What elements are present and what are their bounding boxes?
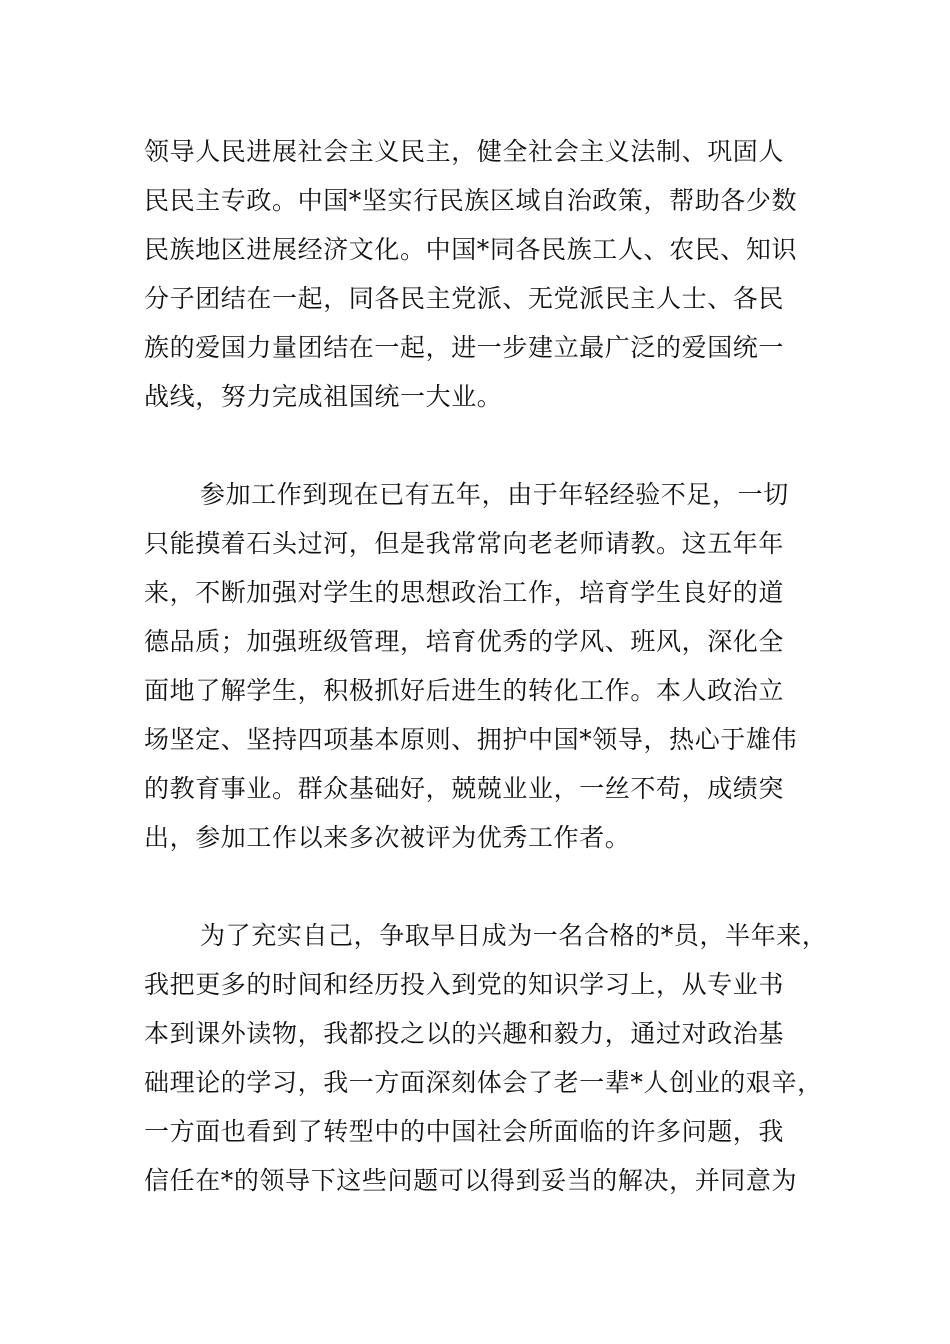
text-line: 出，参加工作以来多次被评为优秀工作者。	[144, 823, 631, 852]
text-line: 民族地区进展经济文化。中国*同各民族工人、农民、知识	[144, 235, 798, 264]
text-line: 德品质；加强班级管理，培育优秀的学风、班风，深化全	[144, 627, 785, 656]
text-line: 分子团结在一起，同各民主党派、无党派民主人士、各民	[144, 284, 785, 313]
text-line: 本到课外读物，我都投之以的兴趣和毅力，通过对政治基	[144, 1019, 785, 1048]
text-line: 为了充实自己，争取早日成为一名合格的*员，半年来，	[200, 921, 828, 950]
text-line: 只能摸着石头过河，但是我常常向老老师请教。这五年年	[144, 529, 785, 558]
text-line: 战线，努力完成祖国统一大业。	[144, 382, 503, 411]
text-line: 场坚定、坚持四项基本原则、拥护中国*领导，热心于雄伟	[144, 725, 798, 754]
text-line: 一方面也看到了转型中的中国社会所面临的许多问题，我	[144, 1117, 785, 1146]
text-line: 的教育事业。群众基础好，兢兢业业，一丝不苟，成绩突	[144, 774, 785, 803]
text-line: 信任在*的领导下这些问题可以得到妥当的解决，并同意为	[144, 1166, 798, 1195]
text-line: 我把更多的时间和经历投入到党的知识学习上，从专业书	[144, 970, 785, 999]
text-line: 领导人民进展社会主义民主，健全社会主义法制、巩固人	[144, 137, 785, 166]
text-line: 参加工作到现在已有五年，由于年轻经验不足，一切	[200, 480, 789, 509]
text-line: 族的爱国力量团结在一起，进一步建立最广泛的爱国统一	[144, 333, 785, 362]
text-line: 础理论的学习，我一方面深刻体会了老一辈*人创业的艰辛，	[144, 1068, 823, 1097]
text-line: 面地了解学生，积极抓好后进生的转化工作。本人政治立	[144, 676, 785, 705]
text-line: 民民主专政。中国*坚实行民族区域自治政策，帮助各少数	[144, 186, 798, 215]
text-line: 来，不断加强对学生的思想政治工作，培育学生良好的道	[144, 578, 785, 607]
